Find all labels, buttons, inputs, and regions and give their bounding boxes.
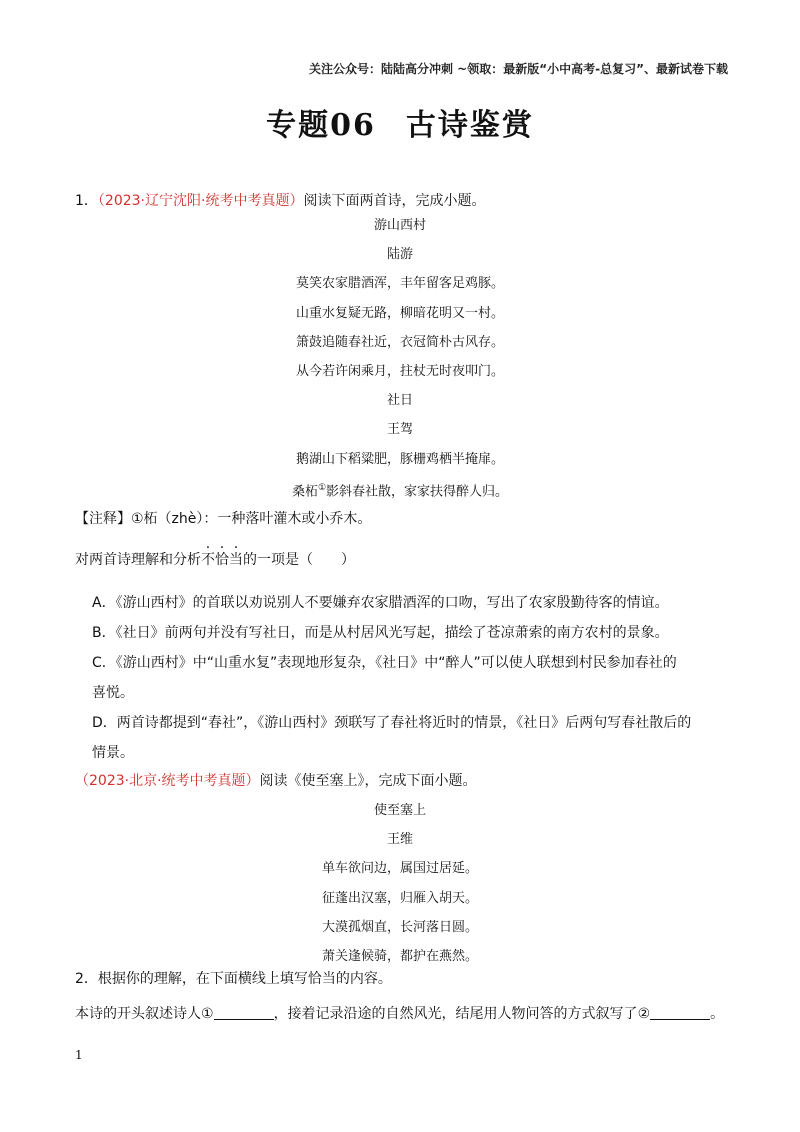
question-prompt: 阅读下面两首诗，完成小题。: [303, 193, 486, 209]
poem-line: 箫鼓追随春社近，衣冠简朴古风存。: [295, 334, 504, 350]
poem-author: 陆游: [386, 247, 413, 263]
option-a[interactable]: A．《游山西村》的首联以劝说别人不要嫌弃农家腊酒浑的口吻，写出了农家殷勤待客的情谊。: [92, 595, 669, 611]
poem-shizhisaishang: [0, 796, 800, 971]
question-1-heading: [75, 190, 735, 210]
blank-1-input[interactable]: [214, 1005, 274, 1020]
poem-line: 大漠孤烟直，长河落日圆。: [321, 919, 478, 935]
poem-line-end: 影斜春社散，家家扶得醉人归。: [326, 484, 509, 500]
source-tag: （2023·辽宁沈阳·统考中考真题）: [97, 193, 304, 209]
poem-author: 王驾: [386, 422, 413, 438]
source-tag: （2023·北京·统考中考真题）: [75, 773, 260, 789]
question-2-instruction: 2．根据你的理解，在下面横线上填写恰当的内容。: [75, 971, 392, 987]
poem-title: 游山西村: [373, 218, 426, 233]
sentence-part: ，接着记录沿途的自然风光，结尾用人物问答的方式叙写了: [273, 1006, 638, 1022]
footnote-marker: ①: [317, 482, 327, 493]
poem-title: 社日: [386, 393, 413, 409]
poem-line: 鹅湖山下稻粱肥，豚栅鸡栖半掩扉。: [295, 451, 504, 467]
emphasis-char: 恰: [215, 552, 229, 568]
option-c[interactable]: C．《游山西村》中“山重水复”表现地形复杂，《社日》中“醉人”可以使人联想到村民参加春社的: [92, 655, 677, 671]
blank-marker: ②: [637, 1006, 651, 1022]
sentence-part: 本诗的开头叙述诗人: [75, 1006, 201, 1022]
page-title: [0, 100, 800, 144]
poem-title: 使至塞上: [373, 803, 426, 818]
blank-marker: ①: [201, 1006, 214, 1022]
question-prompt: 阅读《使至塞上》，完成下面小题。: [259, 773, 477, 789]
answer-options: [92, 588, 722, 768]
stem-text: 的一项是（ ）: [243, 552, 355, 568]
annotation: 【注释】①柘（zhè）：一种落叶灌木或小乔木。: [75, 511, 372, 527]
blank-2-input[interactable]: [650, 1005, 710, 1020]
question-2-heading: [75, 770, 477, 790]
emphasis-char: 不: [201, 552, 215, 568]
option-b[interactable]: B．《社日》前两句并没有写社日，而是从村居风光写起，描绘了苍凉萧索的南方农村的景象。: [92, 625, 669, 641]
question-number: 1．: [75, 193, 98, 209]
question-stem: [75, 549, 355, 569]
option-d-cont[interactable]: 情景。: [92, 745, 134, 761]
emphasis-char: 当: [229, 552, 243, 568]
sentence-part: 。: [710, 1006, 725, 1022]
poem-line: 征蓬出汉塞，归雁入胡天。: [321, 890, 478, 906]
poem-line-start: 桑柘: [291, 484, 318, 500]
poem-line: 莫笑农家腊酒浑，丰年留客足鸡豚。: [295, 276, 504, 292]
page-number: 1: [75, 1048, 83, 1062]
poem-line: 萧关逢候骑，都护在燕然。: [321, 948, 478, 964]
poem-youshanxicun: [0, 211, 800, 503]
option-c-cont[interactable]: 喜悦。: [92, 685, 134, 701]
poem-line: 单车欲问边，属国过居延。: [321, 861, 478, 877]
title-number: 专题06: [266, 108, 376, 143]
poem-line: 从今若许闲乘月，拄杖无时夜叩门。: [295, 363, 504, 379]
poem-author: 王维: [386, 832, 413, 848]
fill-in-sentence: [75, 1003, 735, 1023]
stem-text: 对两首诗理解和分析: [75, 552, 201, 568]
poem-line: [0, 474, 800, 503]
poem-line: 山重水复疑无路，柳暗花明又一村。: [295, 305, 504, 321]
header-note: 关注公众号：陆陆高分冲刺 ~领取：最新版“小中高考-总复习”、最新试卷下载: [309, 62, 728, 76]
title-topic: 古诗鉴赏: [405, 108, 534, 143]
option-d[interactable]: D．两首诗都提到“春社”，《游山西村》颈联写了春社将近时的情景，《社日》后两句写春社散后的: [92, 715, 692, 731]
